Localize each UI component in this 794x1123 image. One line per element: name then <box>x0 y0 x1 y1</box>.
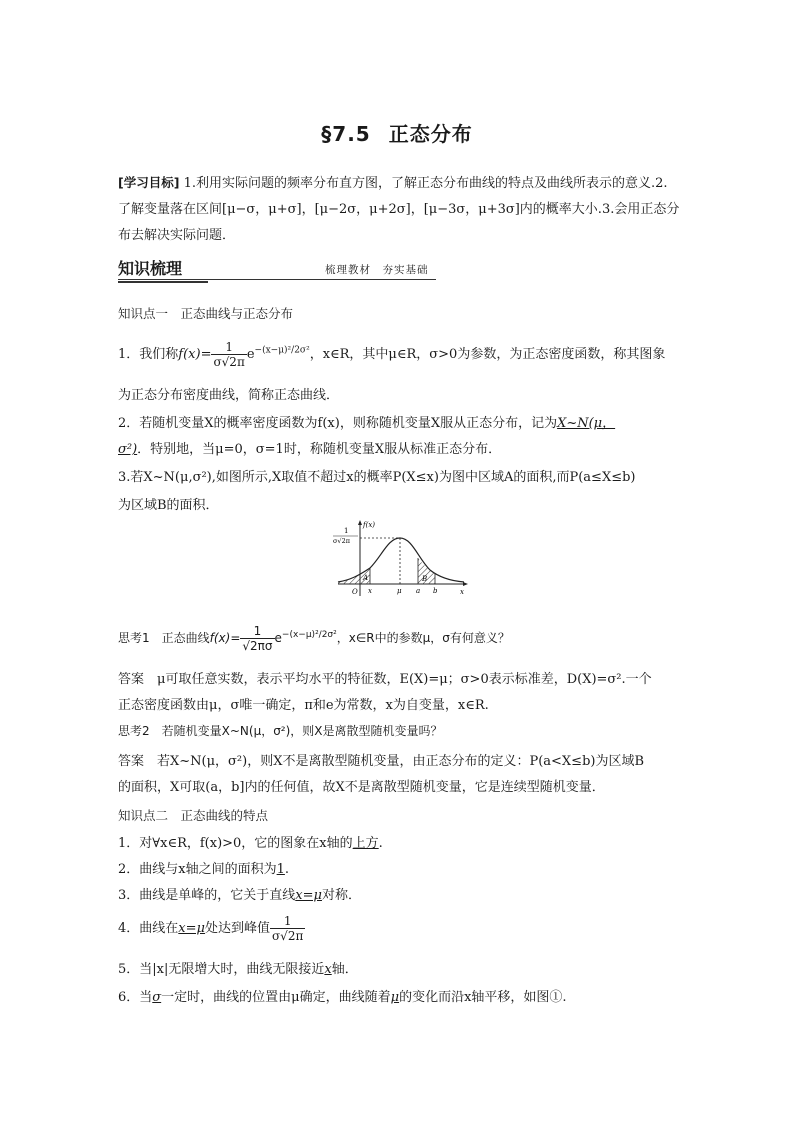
band-rule-bold <box>118 281 208 283</box>
peak-label-num: 1 <box>344 527 349 535</box>
feature-4-answer: x=μ <box>178 921 205 936</box>
section-name: 正态分布 <box>388 122 473 146</box>
p1-prefix: 1．我们称 <box>118 347 179 362</box>
p2-prefix: 2．若随机变量X的概率密度函数为f(x)，则称随机变量X服从正态分布，记为 <box>118 416 558 431</box>
tick-a: a <box>416 587 421 595</box>
feature-2-end: . <box>284 862 290 877</box>
think1-fraction <box>240 624 274 653</box>
feature-6-mid: 一定时，曲线的位置由μ确定，曲线随着 <box>161 990 391 1005</box>
feature-3-text: 3．曲线是单峰的，它关于直线 <box>118 888 296 903</box>
tick-x: x <box>368 587 372 595</box>
page-title <box>0 118 794 147</box>
band-subtitle: 梳理教材 夯实基础 <box>325 264 429 276</box>
think1-fx: f(x)= <box>209 631 241 645</box>
think1-prefix: 思考1 正态曲线 <box>118 631 210 645</box>
normal-curve-figure <box>330 518 470 600</box>
feature-1-text: 1．对∀x∈R，f(x)>0，它的图象在x轴的 <box>118 836 353 851</box>
feature-4-frac-den: σ√2π <box>271 929 304 943</box>
p2-notation-2: σ²) <box>118 442 138 457</box>
goals-tag: [学习目标] <box>118 175 180 190</box>
knowledge-point-1: 知识点一 正态曲线与正态分布 <box>118 306 294 321</box>
feature-5-end: 轴． <box>331 962 358 977</box>
feature-5-answer: x <box>324 962 332 977</box>
feature-4-fraction <box>270 914 305 943</box>
feature-3 <box>118 884 680 903</box>
feature-3-answer: x=μ <box>295 888 322 903</box>
feature-6 <box>118 986 680 1005</box>
feature-6-end: 的变化而沿x轴平移，如图①. <box>399 990 567 1005</box>
tick-b: b <box>433 587 438 595</box>
think1-suffix: ，x∈R中的参数μ，σ有何意义？ <box>336 631 510 645</box>
think-1 <box>118 624 680 653</box>
p1-e: e <box>246 347 255 362</box>
feature-4-mid: 处达到峰值 <box>204 921 270 936</box>
answer-2-line1: 答案 若X~N(μ，σ²)，则X不是离散型随机变量，由正态分布的定义：P(a<X≤b)为区域B <box>118 754 645 769</box>
p1-frac-den: σ√2π <box>213 355 245 369</box>
p1-exponent: −(x−μ)²/2σ² <box>254 345 310 356</box>
p1-suffix: ，x∈R，其中μ∈R，σ>0为参数，为正态密度函数，称其图象 <box>309 347 666 362</box>
y-axis-label: f(x) <box>363 521 376 529</box>
p2-line1 <box>118 412 680 431</box>
feature-4 <box>118 914 680 943</box>
think1-e: e <box>274 631 282 645</box>
p2-notation: X~N(μ， <box>557 416 616 431</box>
answer-2-line2: 的面积，X可取(a，b]内的任何值，故X不是离散型随机变量，它是连续型随机变量． <box>118 780 605 795</box>
think1-frac-den: √2πσ <box>242 639 273 653</box>
feature-2-text: 2．曲线与x轴之间的面积为 <box>118 862 277 877</box>
p1-frac-num: 1 <box>211 340 246 355</box>
think1-frac-num: 1 <box>240 624 274 639</box>
p2-suffix: ．特别地，当μ=0，σ=1时，称随机变量X服从标准正态分布． <box>137 442 502 457</box>
p2-line2 <box>118 438 680 457</box>
p3-line2: 为区域B的面积． <box>118 498 219 513</box>
tick-mu: μ <box>397 587 402 595</box>
origin-label: O <box>352 588 358 596</box>
feature-1-answer: 上方 <box>352 836 379 851</box>
feature-6-answer-2: μ <box>390 990 400 1005</box>
p1-line1 <box>118 340 680 369</box>
learning-goals <box>118 170 680 249</box>
feature-4-text: 4．曲线在 <box>118 921 179 936</box>
p1-fraction <box>211 340 246 369</box>
feature-2 <box>118 858 680 877</box>
answer-1-line1: 答案 μ可取任意实数，表示平均水平的特征数，E(X)=μ；σ>0表示标准差，D(X)=σ².一个 <box>118 672 652 687</box>
feature-5-text: 5．当|x|无限增大时，曲线无限接近 <box>118 962 325 977</box>
section-band <box>118 256 436 282</box>
feature-3-end: 对称． <box>321 888 361 903</box>
think1-exponent: −(x−μ)²/2σ² <box>281 630 337 640</box>
region-a-label: A <box>363 574 369 582</box>
x-axis-label: x <box>460 588 464 596</box>
feature-6-text: 6．当 <box>118 990 153 1005</box>
knowledge-point-2: 知识点二 正态曲线的特点 <box>118 808 269 823</box>
peak-label-den: σ√2π <box>333 537 350 545</box>
band-rule <box>118 279 436 280</box>
p3-line1: 3.若X~N(μ,σ²),如图所示,X取值不超过x的概率P(X≤x)为图中区域A的面积,而P(a≤X≤b) <box>118 470 636 485</box>
feature-2-answer: 1 <box>276 862 285 877</box>
feature-6-answer-1: σ <box>152 990 162 1005</box>
feature-4-frac-num: 1 <box>270 914 305 929</box>
y-axis <box>358 520 362 596</box>
p1-fx: f(x)= <box>178 347 212 362</box>
think-2: 思考2 若随机变量X~N(μ，σ²)，则X是离散型随机变量吗？ <box>118 724 443 738</box>
feature-5 <box>118 958 680 977</box>
feature-1 <box>118 832 680 851</box>
p1-line2: 为正态分布密度曲线，简称正态曲线． <box>118 388 340 403</box>
normal-curve <box>338 538 464 582</box>
section-number: §7.5 <box>321 122 371 146</box>
region-b-label: B <box>422 575 428 583</box>
band-title: 知识梳理 <box>118 259 183 278</box>
answer-1-line2: 正态密度函数由μ，σ唯一确定，π和e为常数，x为自变量，x∈R. <box>118 698 489 713</box>
goals-text: 1.利用实际问题的频率分布直方图，了解正态分布曲线的特点及曲线所表示的意义.2.了解变量落在区间[μ−σ，μ+σ]，[μ−2σ，μ+2σ]，[μ−3σ，μ+3σ]内的概率大小.3.会用正态分布去解决实际问题． <box>118 176 680 243</box>
feature-1-end: . <box>378 836 383 851</box>
